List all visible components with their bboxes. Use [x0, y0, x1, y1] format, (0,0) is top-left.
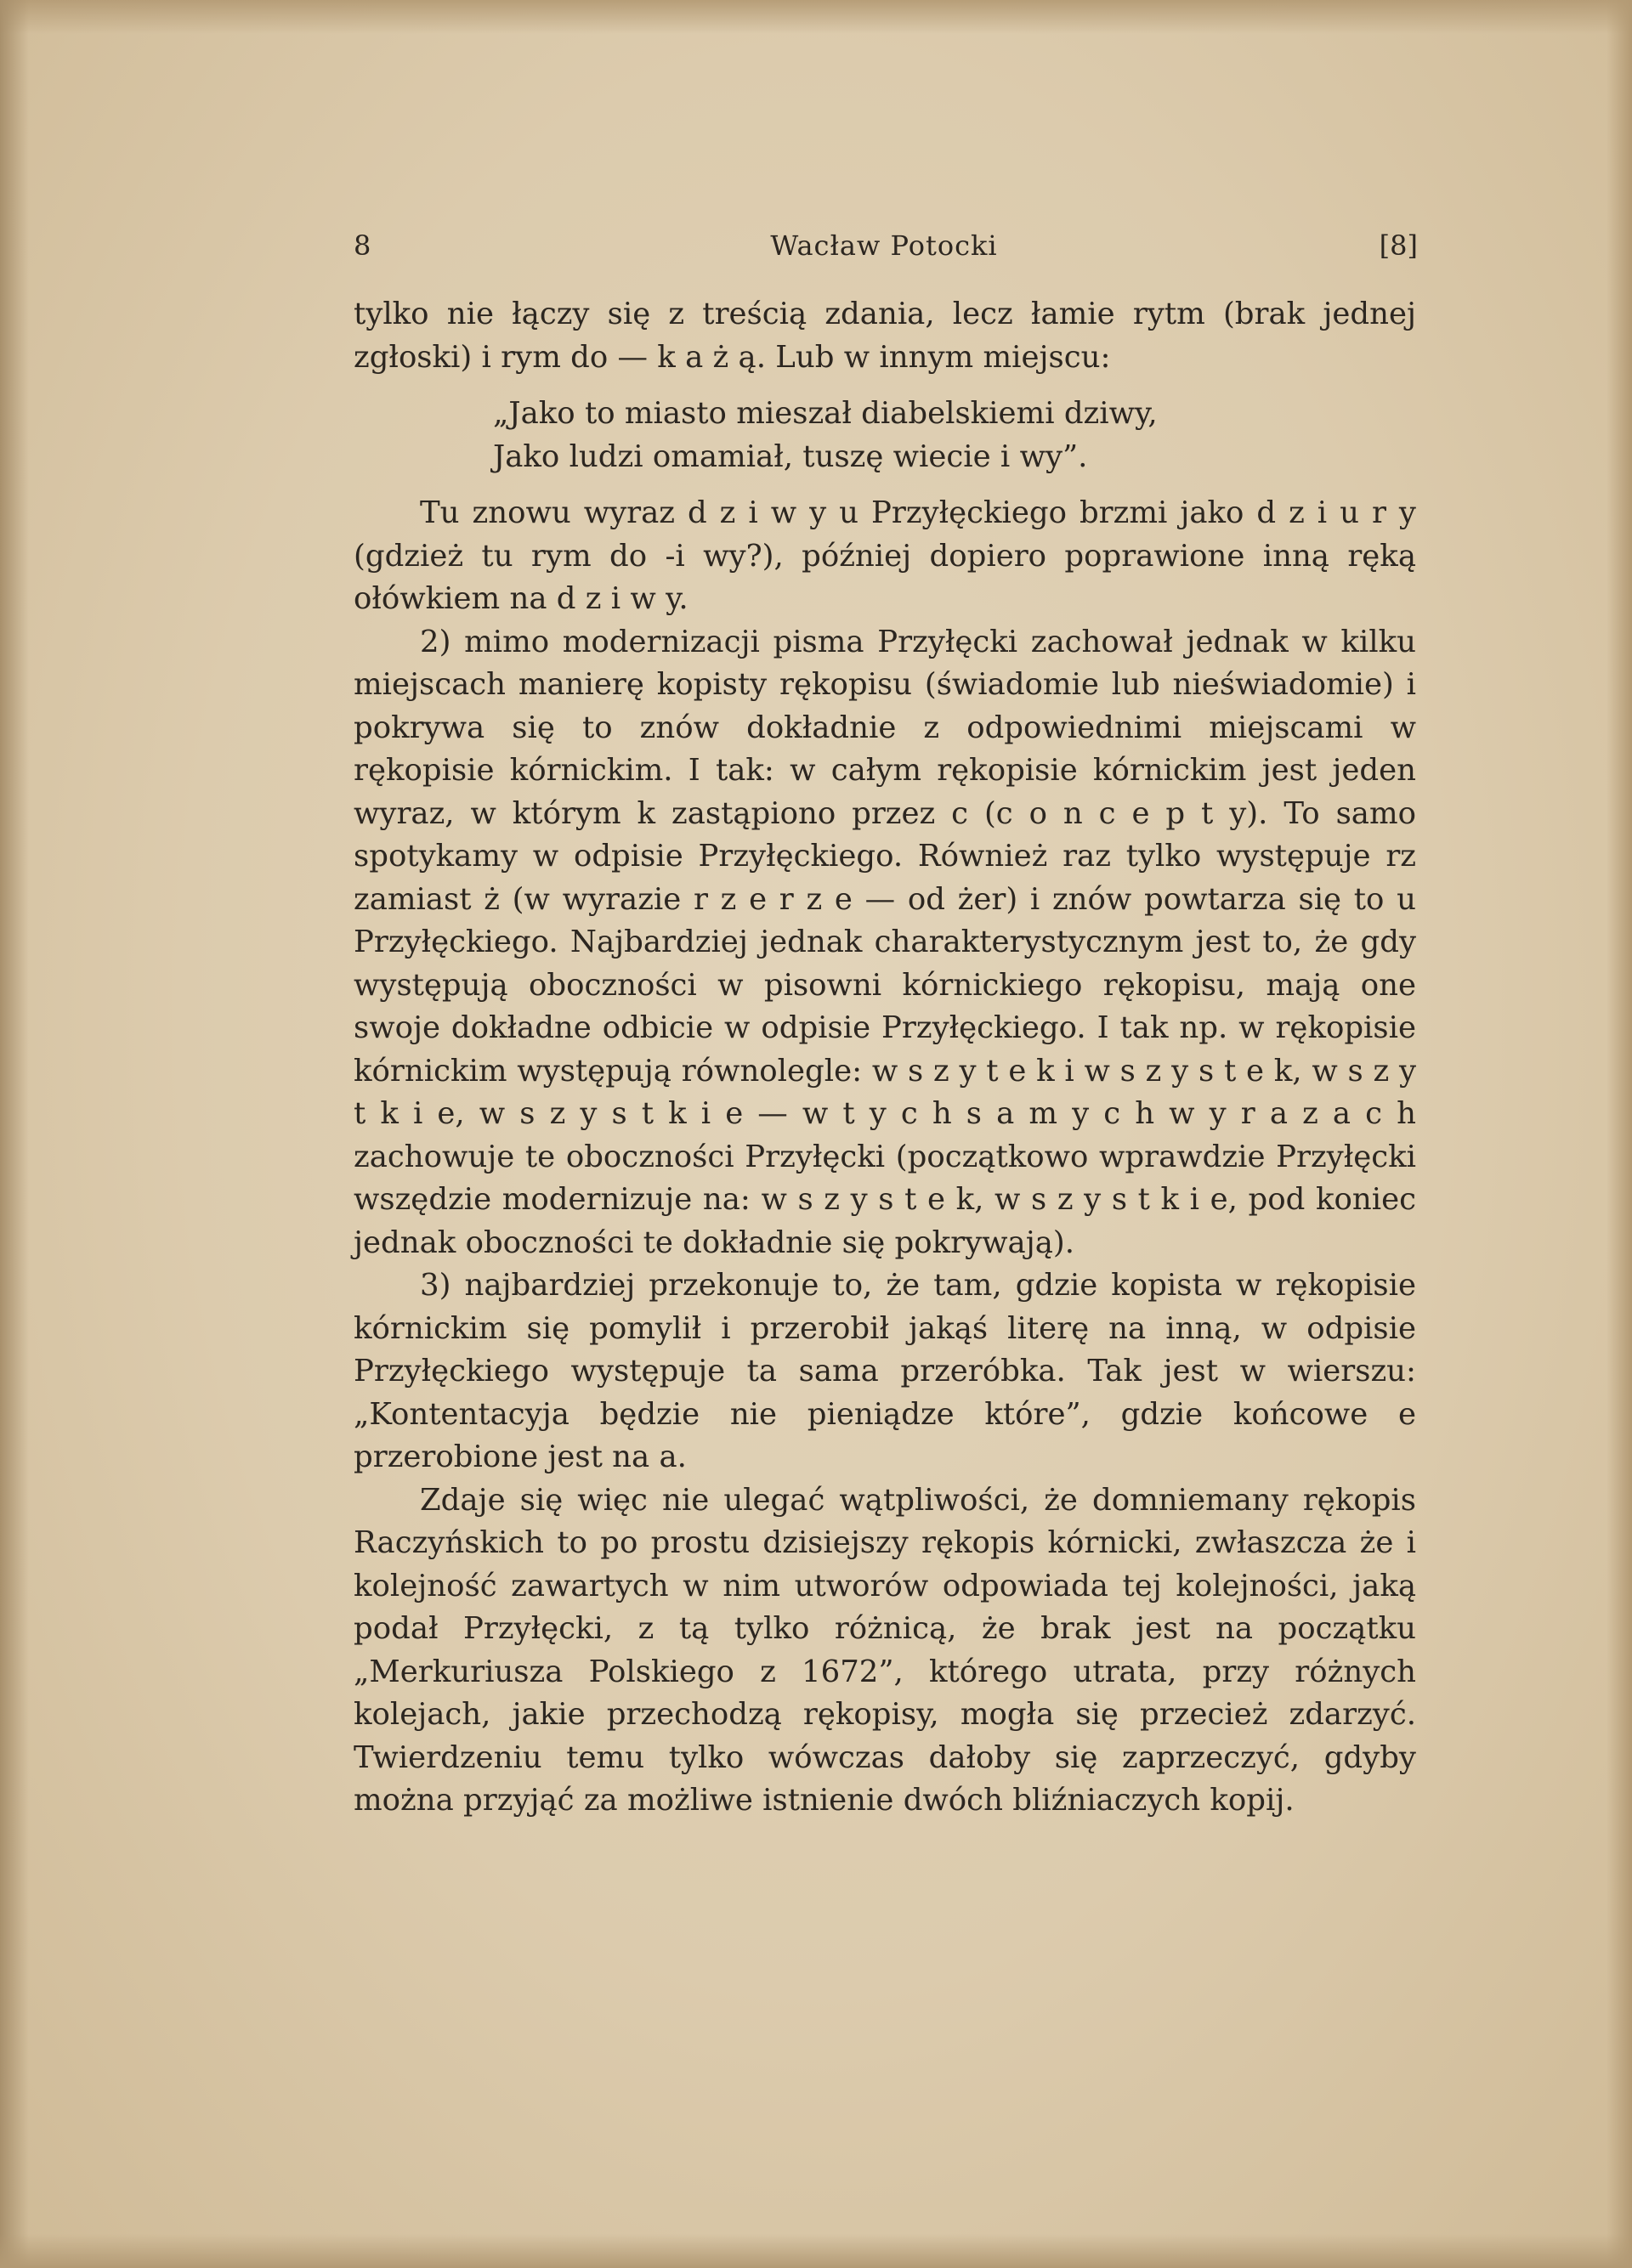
verse-quote	[354, 393, 1416, 478]
paragraph-4: 3) najbardziej przekonuje to, że tam, gdzie kopista w rękopisie kórnickim się pomylił i przerobił jakąś literę na inną, w odpisie Przyłęckiego występuje ta sama przeróbka. Tak jest w wierszu: „Kontentacyja będzie nie pieniądze które”, gdzie końcowe e przerobione jest na a.	[354, 1268, 1416, 1474]
paper-edge-right	[1606, 0, 1632, 2268]
verse-line-1: „Jako to miasto mieszał diabelskiemi dziwy,	[493, 396, 1158, 431]
paragraph-3: 2) mimo modernizacji pisma Przyłęcki zachował jednak w kilku miejscach manierę kopisty rękopisu (świadomie lub nieświadomie) i pokrywa się to znów dokładnie z odpowiednimi miejscami w rękopisie kórnickim. I tak: w całym rękopisie kórnickim jest jeden wyraz, w którym k zastąpiono przez c (c o n c e p t y). To samo spotykamy w odpisie Przyłęckiego. Również raz tylko występuje rz zamiast ż (w wyrazie r z e r z e — od żer) i znów powtarza się to u Przyłęckiego. Najbardziej jednak charakterystycznym jest to, że gdy występują oboczności w pisowni kórnickiego rękopisu, mają one swoje dokładne odbicie w odpisie Przyłęckiego. I tak np. w rękopisie kórnickim występują równolegle: w s z y t e k i w s z y s t e k, w s z y t k i e, w s z y s t k i e — w t y c h s a m y c h w y r a z a c h zachowuje te oboczności Przyłęcki (początkowo wprawdzie Przyłęcki wszędzie modernizuje na: w s z y s t e k, w s z y s t k i e, pod koniec jednak oboczności te dokładnie się pokrywają).	[354, 624, 1416, 1260]
section-number: [8]	[1379, 229, 1418, 262]
running-title: Wacław Potocki	[770, 229, 998, 262]
page-number: 8	[354, 229, 371, 262]
paper-edge-left	[0, 0, 29, 2268]
paper-edge-bottom	[0, 2234, 1632, 2268]
verse-line-2: Jako ludzi omamiał, tuszę wiecie i wy”.	[493, 438, 1088, 474]
paragraph-1: tylko nie łączy się z treścią zdania, lecz łamie rytm (brak jednej zgłoski) i rym do — k a ż ą. Lub w innym miejscu:	[354, 297, 1416, 375]
running-header	[350, 223, 1418, 274]
paper-edge-top	[0, 0, 1632, 34]
paragraph-5: Zdaje się więc nie ulegać wątpliwości, że domniemany rękopis Raczyńskich to po prostu dzisiejszy rękopis kórnicki, zwłaszcza że i kolejność zawartych w nim utworów odpowiada tej kolejności, jaką podał Przyłęcki, z tą tylko różnicą, że brak jest na początku „Merkuriusza Polskiego z 1672”, którego utrata, przy różnych kolejach, jakie przechodzą rękopisy, mogła się przecież zdarzyć. Twierdzeniu temu tylko wówczas dałoby się zaprzeczyć, gdyby można przyjąć za możliwe istnienie dwóch bliźniaczych kopij.	[354, 1482, 1416, 1818]
body-text	[354, 293, 1416, 1823]
paragraph-2: Tu znowu wyraz d z i w y u Przyłęckiego brzmi jako d z i u r y (gdzież tu rym do -i wy?), później dopiero poprawione inną ręką ołówkiem na d z i w y.	[354, 495, 1416, 616]
